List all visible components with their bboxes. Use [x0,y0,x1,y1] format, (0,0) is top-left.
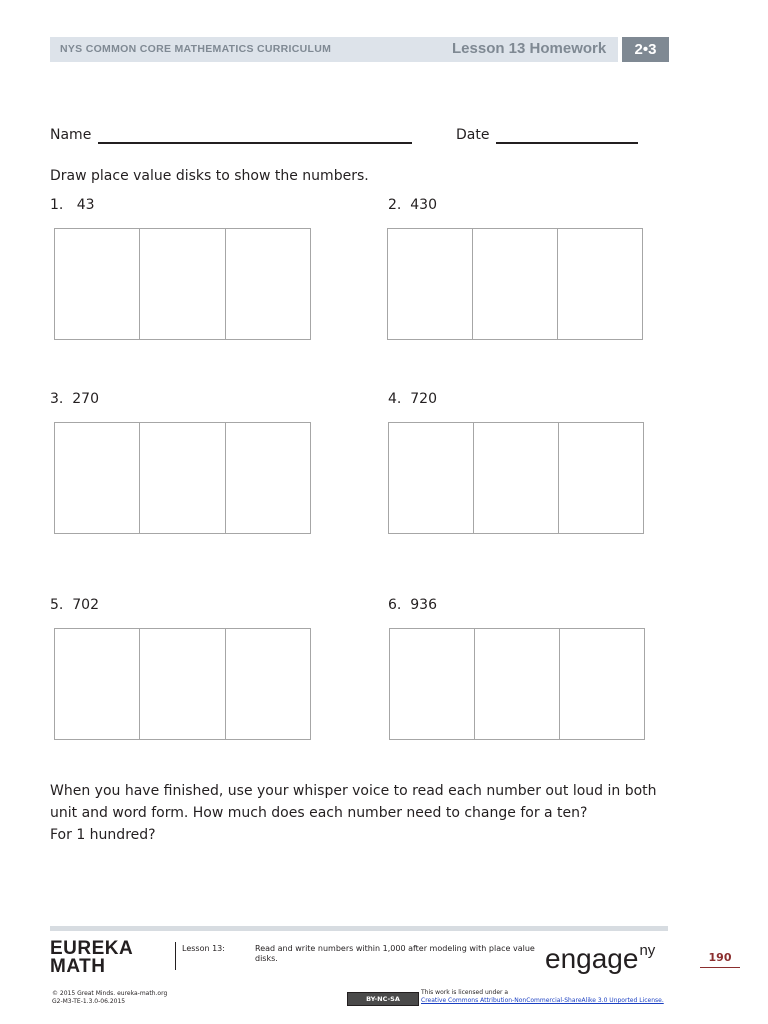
footer-rule [50,926,668,931]
license-link[interactable]: Creative Commons Attribution-NonCommercial-ShareAlike 3.0 Unported License. [421,997,664,1004]
logo-superscript: ny [639,942,656,959]
lesson-title: Lesson 13 Homework [452,40,607,57]
closing-line: For 1 hundred? [50,827,156,843]
curriculum-title: NYS COMMON CORE MATHEMATICS CURRICULUM [60,43,332,55]
name-field[interactable] [98,142,412,144]
closing-line: unit and word form. How much does each number need to change for a ten? [50,805,588,821]
footer-divider [175,942,176,970]
ones-column[interactable] [225,629,310,739]
problem-label: 5. 702 [50,597,99,613]
tens-column[interactable] [473,423,558,533]
copyright-line: G2-M3-TE-1.3.0-06.2015 [52,998,126,1005]
hundreds-column[interactable] [55,629,139,739]
module-badge: 2•3 [622,37,669,62]
engageny-logo [545,942,655,975]
ones-column[interactable] [225,423,310,533]
problem-label: 1. 43 [50,197,95,213]
place-value-chart[interactable] [387,228,643,340]
ones-column[interactable] [559,629,644,739]
tens-column[interactable] [139,229,224,339]
copyright-line: © 2015 Great Minds. eureka-math.org [52,990,168,997]
hundreds-column[interactable] [390,629,474,739]
hundreds-column[interactable] [389,423,473,533]
tens-column[interactable] [472,229,557,339]
closing-instructions [50,780,690,846]
ones-column[interactable] [557,229,642,339]
place-value-chart[interactable] [54,628,311,740]
date-field[interactable] [496,142,638,144]
cc-license-icon [347,992,419,1006]
hundreds-column[interactable] [388,229,472,339]
copyright [52,990,167,1006]
place-value-chart[interactable] [389,628,645,740]
ones-column[interactable] [558,423,643,533]
license-text: This work is licensed under a [421,989,509,996]
problem-label: 3. 270 [50,391,99,407]
ones-column[interactable] [225,229,310,339]
place-value-chart[interactable] [388,422,644,534]
hundreds-column[interactable] [55,229,139,339]
instructions: Draw place value disks to show the numbers. [50,168,369,184]
place-value-chart[interactable] [54,422,311,534]
logo-text: engage [545,943,639,974]
logo-text: MATH [50,956,106,977]
closing-line: When you have finished, use your whisper voice to read each number out loud in both [50,783,657,799]
tens-column[interactable] [139,629,224,739]
tens-column[interactable] [139,423,224,533]
page-number-underline [700,967,740,968]
problem-label: 2. 430 [388,197,437,213]
footer-lesson-label: Lesson 13: [182,944,225,953]
page-number: 190 [708,951,732,964]
problem-label: 4. 720 [388,391,437,407]
problem-label: 6. 936 [388,597,437,613]
eureka-math-logo [50,940,133,976]
date-label: Date [456,127,490,143]
footer-lesson-description: Read and write numbers within 1,000 after modeling with place value disks. [255,944,535,963]
place-value-chart[interactable] [54,228,311,340]
logo-text: EUREKA [50,938,134,959]
license-notice [421,989,664,1005]
tens-column[interactable] [474,629,559,739]
name-label: Name [50,127,92,143]
cc-badge-text: BY-NC-SA [366,995,400,1003]
hundreds-column[interactable] [55,423,139,533]
